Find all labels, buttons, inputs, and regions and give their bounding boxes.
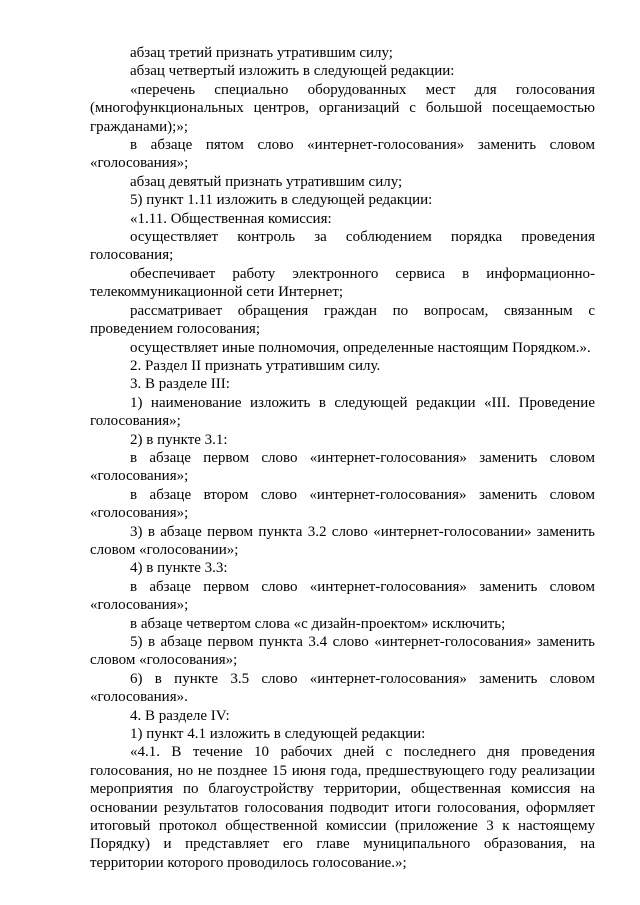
paragraph: «перечень специально оборудованных мест для голосования (многофункциональных центров, организаций с большой посещаемостью гражданами);»; — [90, 81, 595, 135]
paragraph: 2. Раздел II признать утратившим силу. — [130, 357, 381, 374]
paragraph: 4) в пункте 3.3: — [130, 560, 228, 577]
paragraph: в абзаце первом слово «интернет-голосования» заменить словом «голосования»; — [90, 449, 595, 485]
paragraph: обеспечивает работу электронного сервиса в информационно-телекоммуникационной сети Интернет; — [90, 265, 595, 301]
paragraph: 6) в пункте 3.5 слово «интернет-голосования» заменить словом «голосования». — [90, 670, 595, 706]
paragraph: 3) в абзаце первом пункта 3.2 слово «интернет-голосовании» заменить словом «голосовании»; — [90, 523, 595, 558]
paragraph: 1) наименование изложить в следующей редакции «III. Проведение голосования»; — [90, 394, 595, 430]
paragraph: абзац девятый признать утратившим силу; — [130, 173, 403, 190]
paragraph: 1) пункт 4.1 изложить в следующей редакции: — [130, 726, 426, 743]
paragraph: абзац третий признать утратившим силу; — [130, 45, 393, 61]
paragraph: рассматривает обращения граждан по вопросам, связанным с проведением голосования; — [90, 302, 595, 338]
paragraph: осуществляет контроль за соблюдением порядка проведения голосования; — [90, 229, 595, 264]
paragraph: в абзаце первом слово «интернет-голосования» заменить словом «голосования»; — [90, 578, 595, 614]
paragraph: 2) в пункте 3.1: — [130, 431, 228, 448]
paragraph: абзац четвертый изложить в следующей редакции: — [130, 63, 455, 80]
document-body — [90, 44, 595, 872]
paragraph: в абзаце втором слово «интернет-голосования» заменить словом «голосования»; — [90, 486, 595, 522]
paragraph: 3. В разделе III: — [130, 376, 230, 393]
paragraph: 4. В разделе IV: — [130, 707, 230, 724]
paragraph: 5) в абзаце первом пункта 3.4 слово «интернет-голосования» заменить словом «голосования»; — [90, 634, 595, 669]
paragraph: осуществляет иные полномочия, определенные настоящим Порядком.». — [130, 339, 591, 356]
paragraph: «4.1. В течение 10 рабочих дней с последнего дня проведения голосования, но не позднее 15 июня года, предшествующего году реализации мероприятия по благоустройству территории, общественная комиссия на основании результатов голосования подводит итоги голосования, оформляет итоговый протокол общественной комиссии (приложение 3 к настоящему Порядку) и представляет его главе муниципального образования, на территории которого проводилось голосование.»; — [90, 744, 595, 871]
paragraph: 5) пункт 1.11 изложить в следующей редакции: — [130, 192, 433, 209]
paragraph: в абзаце четвертом слова «с дизайн-проектом» исключить; — [130, 615, 506, 632]
paragraph: «1.11. Общественная комиссия: — [130, 210, 332, 227]
paragraph: в абзаце пятом слово «интернет-голосования» заменить словом «голосования»; — [90, 137, 595, 172]
